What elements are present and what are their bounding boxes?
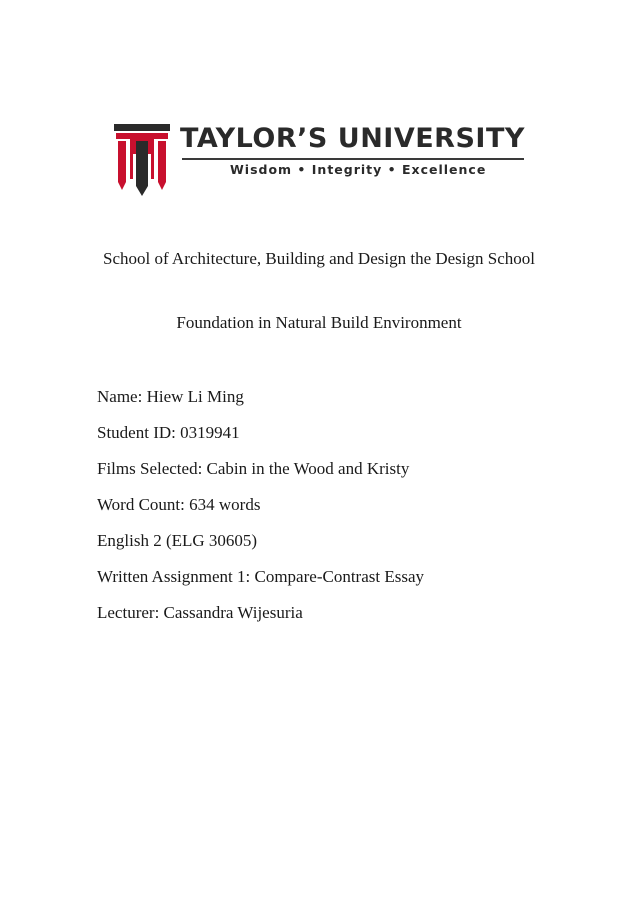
word-count: Word Count: 634 words (97, 495, 261, 514)
lecturer-name: Lecturer: Cassandra Wijesuria (97, 603, 303, 622)
course-code: English 2 (ELG 30605) (97, 531, 258, 550)
university-logo (114, 124, 526, 196)
school-name: School of Architecture, Building and Design the Design School (102, 249, 535, 268)
assignment-title: Written Assignment 1: Compare-Contrast Essay (97, 567, 424, 586)
logo-divider (182, 158, 524, 160)
program-name: Foundation in Natural Build Environment (176, 313, 462, 332)
student-id: Student ID: 0319941 (97, 423, 240, 442)
films-selected: Films Selected: Cabin in the Wood and Kristy (97, 459, 410, 478)
logo-motto: Wisdom • Integrity • Excellence (230, 162, 487, 177)
student-details (97, 379, 424, 631)
logo-title: TAYLOR’S UNIVERSITY (180, 123, 525, 154)
pillars-logo-icon (114, 124, 170, 196)
student-name: Name: Hiew Li Ming (97, 387, 244, 406)
